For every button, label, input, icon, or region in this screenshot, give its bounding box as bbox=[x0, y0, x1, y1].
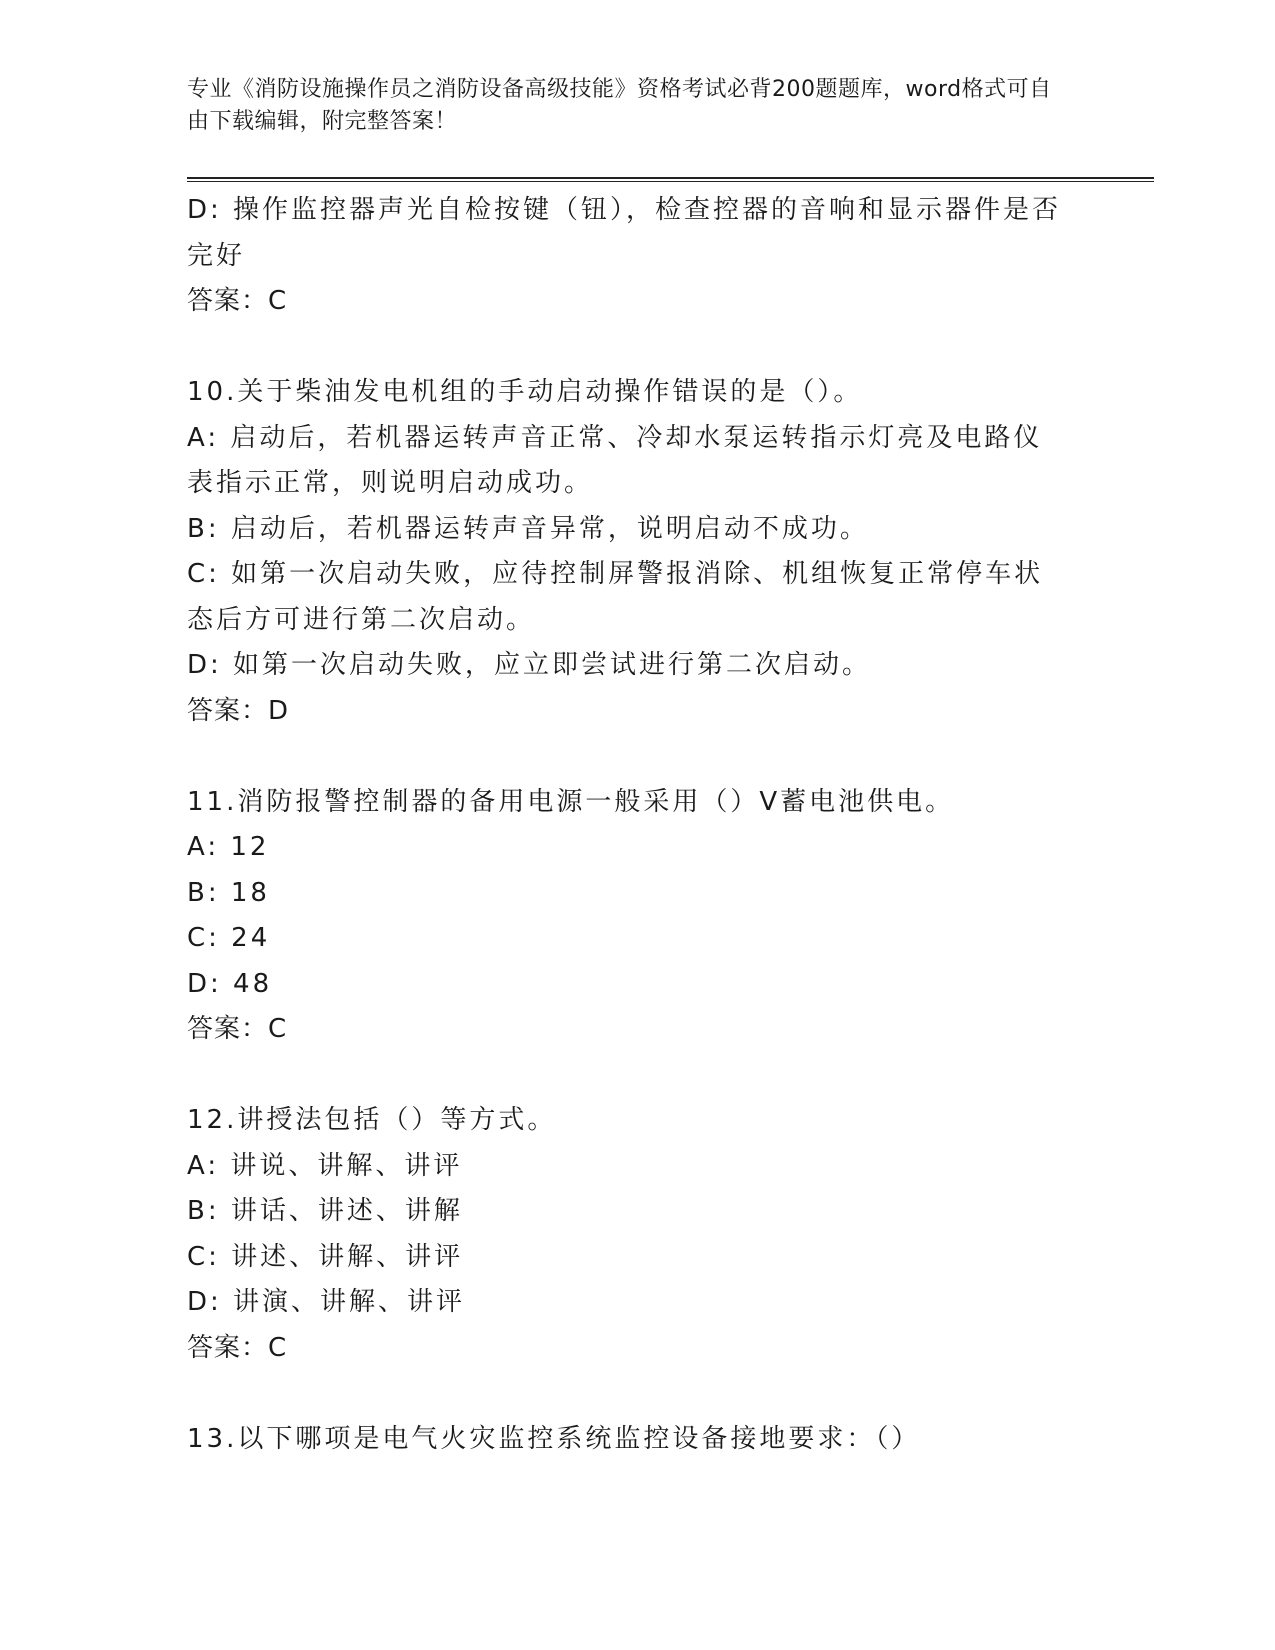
question-stem: 12.讲授法包括（）等方式。 bbox=[187, 1105, 557, 1135]
option-b: B: 启动后，若机器运转声音异常，说明启动不成功。 bbox=[187, 513, 869, 544]
question-12 bbox=[187, 1098, 1067, 1371]
option-c: C: 24 bbox=[187, 923, 271, 953]
question-stem: 11.消防报警控制器的备用电源一般采用（）V蓄电池供电。 bbox=[187, 786, 955, 817]
question-stem: 13.以下哪项是电气火灾监控系统监控设备接地要求：（） bbox=[187, 1423, 921, 1454]
option-d: D: 如第一次启动失败，应立即尝试进行第二次启动。 bbox=[187, 650, 872, 680]
option-a: A: 12 bbox=[187, 832, 270, 862]
answer: 答案：C bbox=[187, 1332, 288, 1363]
spacer bbox=[187, 325, 1067, 371]
option-a: A: 讲说、讲解、讲评 bbox=[187, 1150, 463, 1181]
option-c: C: 如第一次启动失败，应待控制屏警报消除、机组恢复正常停车状态后方可进行第二次启动。 bbox=[187, 559, 1044, 635]
option-b: B: 讲话、讲述、讲解 bbox=[187, 1196, 463, 1226]
question-10 bbox=[187, 370, 1067, 734]
option-d: D: 48 bbox=[187, 968, 273, 999]
spacer bbox=[187, 1053, 1067, 1099]
page-header bbox=[187, 74, 1067, 138]
option-a: A: 启动后，若机器运转声音正常、冷却水泵运转指示灯亮及电路仪表指示正常，则说明启动成功。 bbox=[187, 422, 1043, 498]
question-content bbox=[187, 188, 1067, 1462]
option-b: B: 18 bbox=[187, 877, 270, 908]
option-d: D: 操作监控器声光自检按键（钮），检查控器的音响和显示器件是否完好 bbox=[187, 195, 1062, 271]
question-stem: 10.关于柴油发电机组的手动启动操作错误的是（）。 bbox=[187, 377, 863, 407]
answer: 答案：C bbox=[187, 1014, 288, 1044]
answer: 答案：C bbox=[187, 286, 288, 316]
header-divider bbox=[187, 177, 1154, 182]
spacer bbox=[187, 1371, 1067, 1417]
answer: 答案：D bbox=[187, 695, 290, 726]
question-continuation bbox=[187, 188, 1067, 325]
question-11 bbox=[187, 780, 1067, 1053]
option-d: D: 讲演、讲解、讲评 bbox=[187, 1287, 466, 1317]
document-title: 专业《消防设施操作员之消防设备高级技能》资格考试必背200题题库，word格式可自由下载编辑，附完整答案！ bbox=[187, 77, 1052, 134]
question-13 bbox=[187, 1417, 1067, 1463]
option-c: C: 讲述、讲解、讲评 bbox=[187, 1241, 464, 1272]
spacer bbox=[187, 734, 1067, 780]
